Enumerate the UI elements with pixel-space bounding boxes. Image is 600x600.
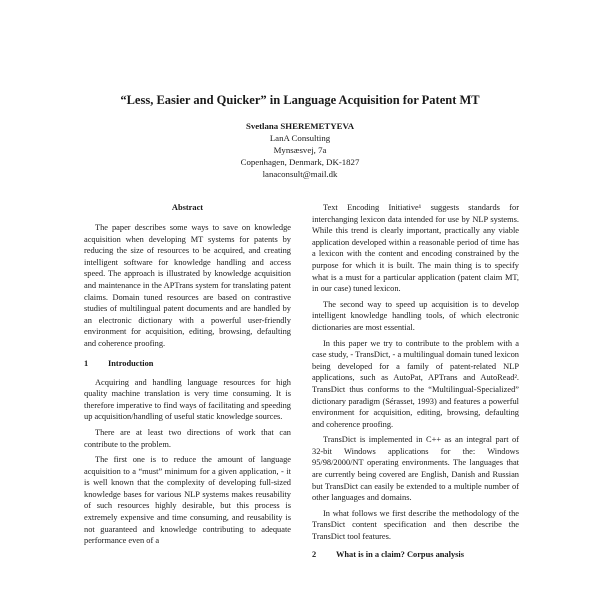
author-street: Mynsæsvej, 7a — [273, 145, 327, 155]
right-paragraph: In what follows we first describe the methodology of the TransDict content specification and then describe the TransDict tool features. — [312, 508, 519, 542]
section-1-paragraph: The first one is to reduce the amount of language acquisition to a “must” minimum for a given application, - it is well known that the complexity of developing full-sized knowledge bases for various NLP systems makes reusability of such resources highly desirable, but this process is extremely expensive and time consuming, and reusability is not guaranteed and knowledge contributing to adequate performance even of a — [84, 455, 291, 546]
section-2-title: What is in a claim? Corpus analysis — [336, 549, 464, 559]
author-city: Copenhagen, Denmark, DK-1827 — [240, 157, 360, 167]
section-1-heading — [84, 358, 291, 369]
section-2-heading — [312, 549, 519, 560]
section-1-number: 1 — [84, 358, 89, 368]
author-organization: LanA Consulting — [269, 133, 331, 143]
abstract-heading: Abstract — [171, 203, 204, 212]
right-paragraph: TransDict is implemented in C++ as an integral part of 32-bit Windows applications for the: Windows 95/98/2000/NT operating environments. The languages that are currently being covered are English, Danish and Russian but TransDict can easily be extended to a multiple number of other languages and domains. — [312, 435, 519, 503]
paper-title: “Less, Easier and Quicker” in Language Acquisition for Patent MT — [120, 93, 480, 107]
right-paragraph: The second way to speed up acquisition is to develop intelligent knowledge handling tools, of which electronic dictionaries are most essential. — [312, 299, 519, 332]
abstract-text: The paper describes some ways to save on knowledge acquisition when developing MT systems for patents by reducing the size of resources to be acquired, and creating intelligent software for knowledge handling and access speed. The approach is illustrated by knowledge acquisition and maintenance in the APTrans system for translating patent claims. Domain tuned resources are based on contrastive studies of multilingual patent documents and are handled by an electronic dictionary with a powerful user-friendly environment for acquisition, editing, browsing, defaulting and coherence proofing. — [84, 223, 291, 348]
left-column — [84, 202, 291, 551]
author-name: Svetlana SHEREMETYEVA — [245, 121, 355, 131]
right-paragraph: In this paper we try to contribute to the problem with a case study, - TransDict, - a multilingual domain tuned lexicon being developed for a family of patent-related NLP applications, such as AutoPat, APTrans and AutoRead². TransDict thus conforms to the “Multilingual-Specialized” dictionary paradigm (Sérasset, 1993) and features a powerful environment for acquisition, editing, browsing, defaulting and coherence proofing. — [312, 338, 519, 429]
right-column — [312, 202, 519, 568]
section-1-paragraph: Acquiring and handling language resources for high quality machine translation is very time consuming. It is therefore imperative to find ways of facilitating and speeding up acquisition/handling of useful static knowledge sources. — [84, 377, 291, 422]
author-block — [0, 120, 600, 180]
author-email: lanaconsult@mail.dk — [262, 169, 338, 179]
section-1-title: Introduction — [108, 358, 154, 368]
right-paragraph: Text Encoding Initiative¹ suggests standards for interchanging lexicon data intended for use by NLP systems. While this trend is clearly important, practically any viable application developed within a reasonable period of time has a lexicon with the content and encoding constrained by the purpose for which it is built. The main thing is to specify what is a must for a particular application (patent claim MT, in our case) tuned lexicon. — [312, 203, 519, 294]
section-2-number: 2 — [312, 549, 317, 559]
section-1-paragraph: There are at least two directions of work that can contribute to the problem. — [84, 427, 291, 449]
